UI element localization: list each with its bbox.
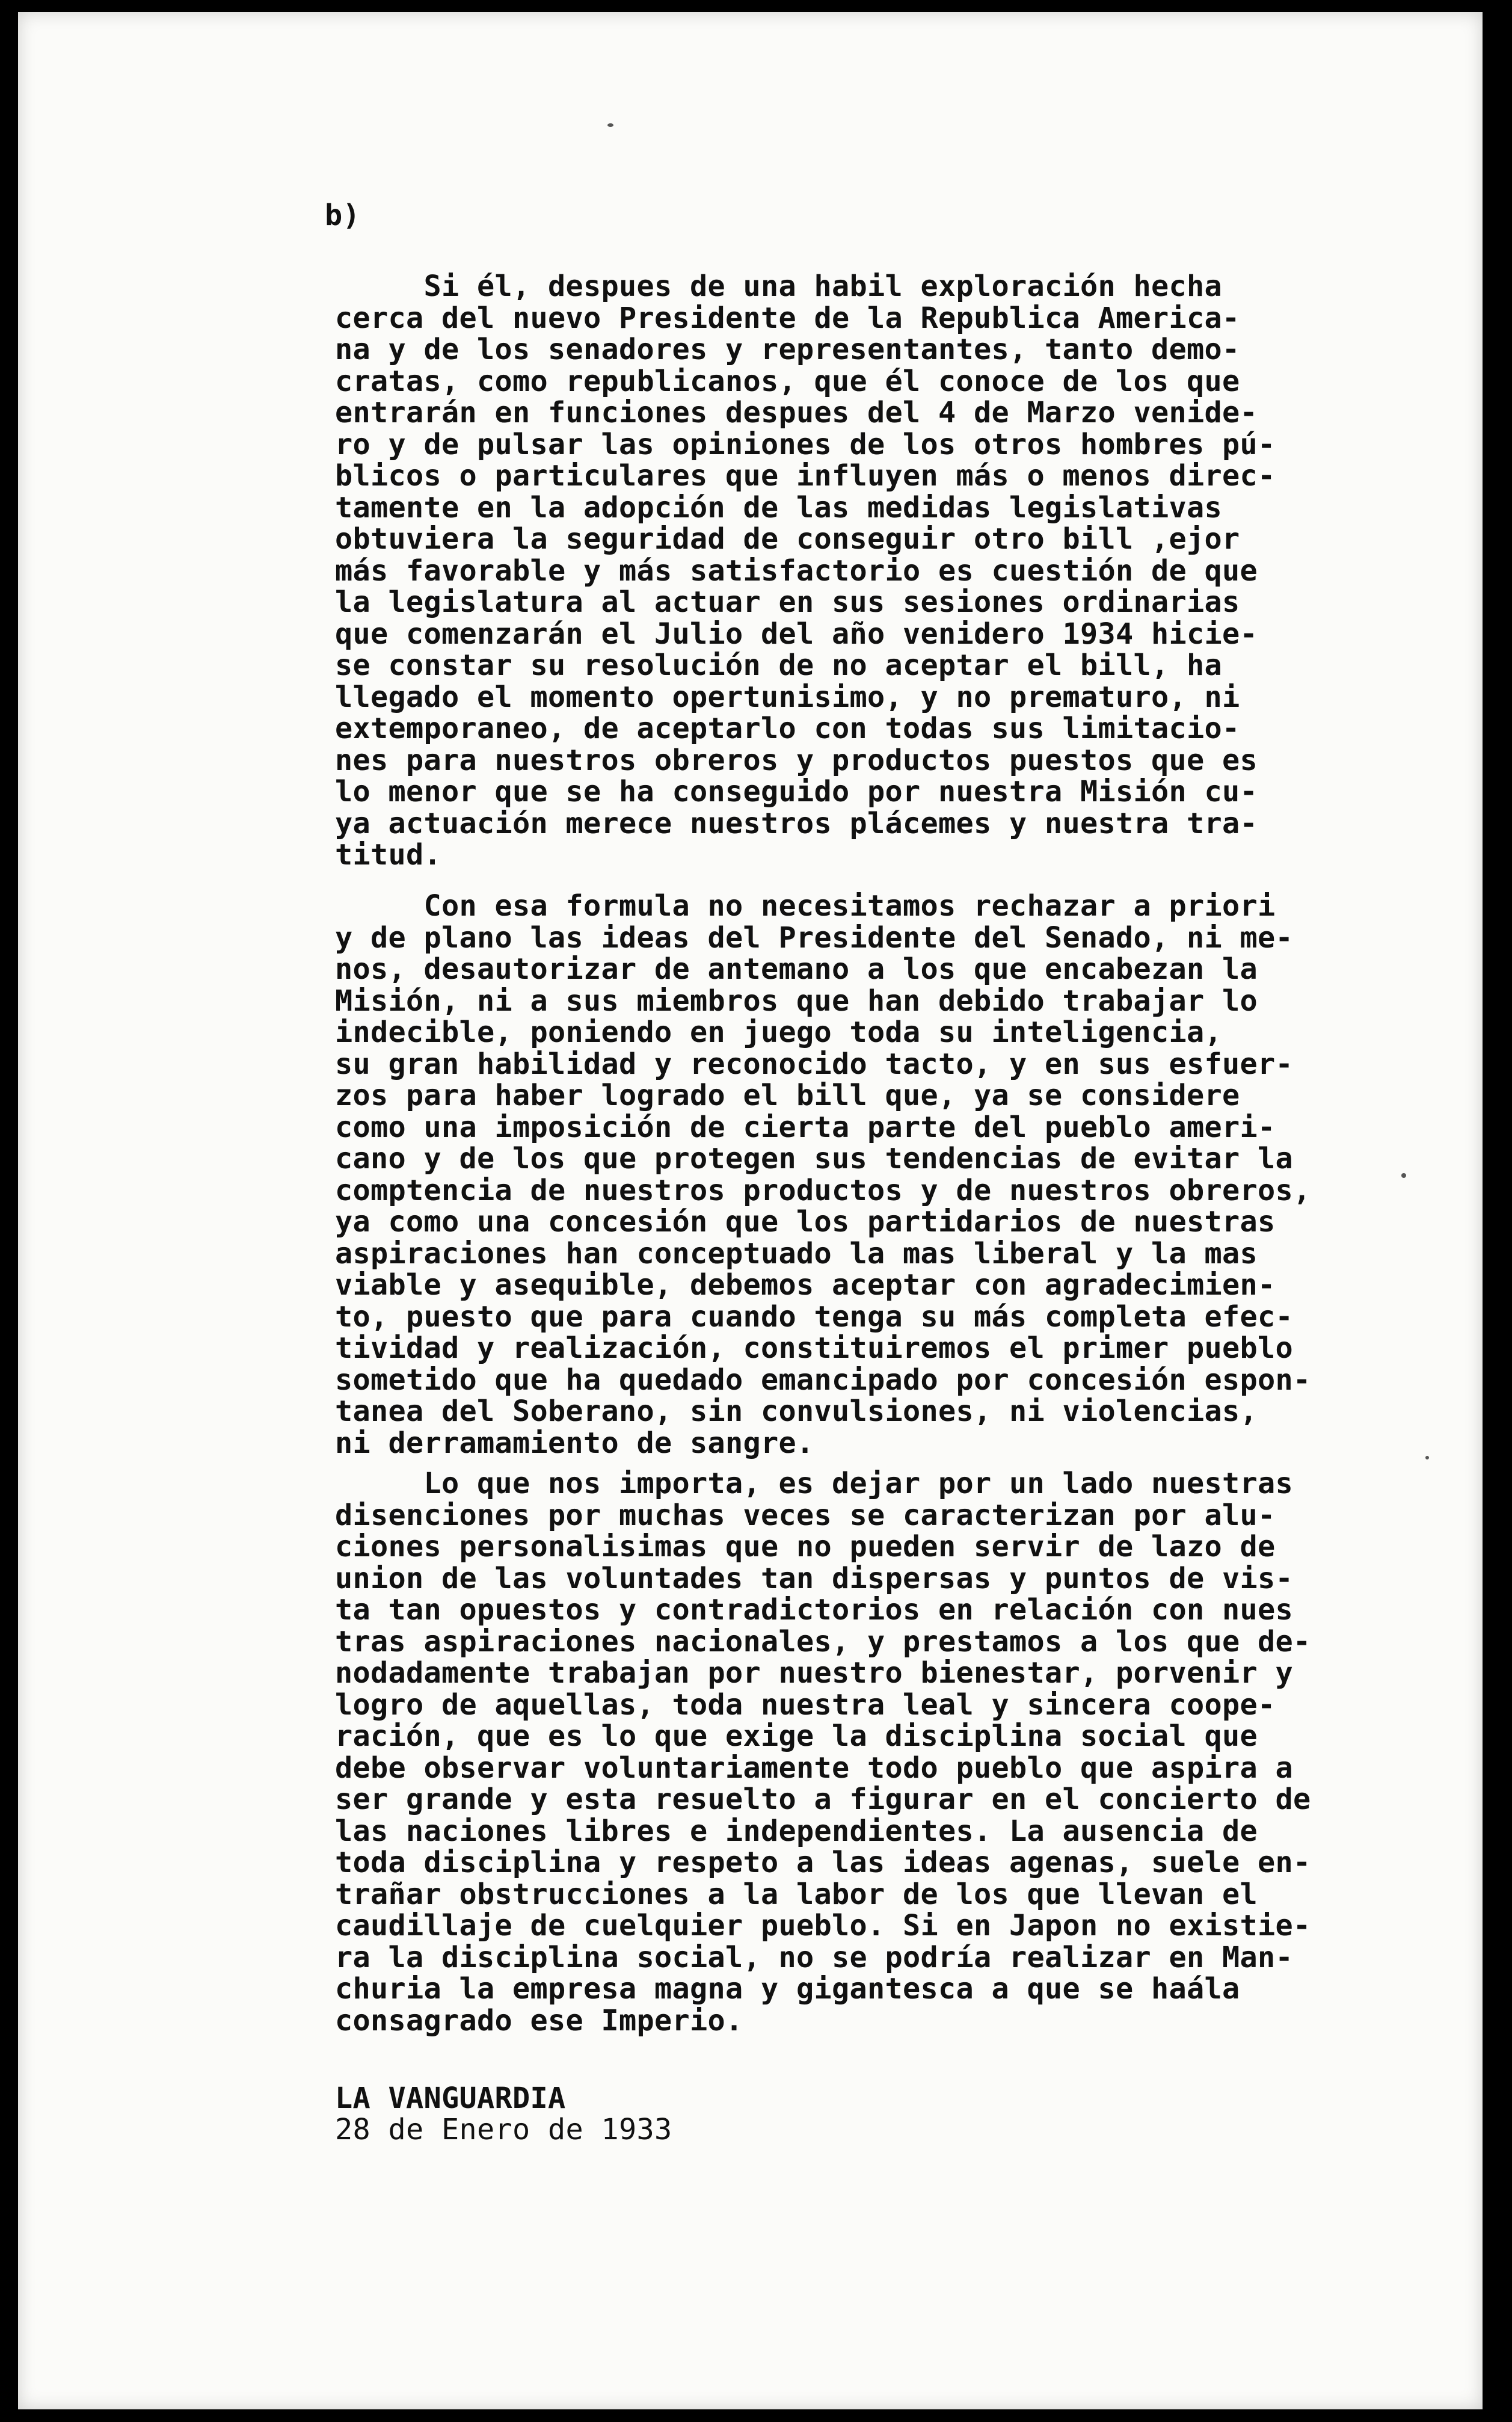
paragraph-2 xyxy=(335,890,1357,1459)
text-line: tanea del Soberano, sin convulsiones, ni violencias, xyxy=(335,1394,1258,1428)
text-line: las naciones libres e independientes. La ausencia de xyxy=(335,1814,1258,1848)
text-line: disenciones por muchas veces se caracterizan por alu- xyxy=(335,1498,1276,1532)
text-line: más favorable y más satisfactorio es cuestión de que xyxy=(335,553,1258,588)
text-line: Misión, ni a sus miembros que han debido trabajar lo xyxy=(335,984,1258,1018)
text-line: ya actuación merece nuestros plácemes y nuestra tra- xyxy=(335,806,1258,840)
text-line: churia la empresa magna y gigantesca a que se haála xyxy=(335,1972,1240,2006)
text-line: Si él, despues de una habil exploración hecha xyxy=(335,270,1222,303)
text-line: ya como una concesión que los partidarios de nuestras xyxy=(335,1205,1276,1239)
text-line: toda disciplina y respeto a las ideas agenas, suele en- xyxy=(335,1846,1311,1879)
text-line: comptencia de nuestros productos y de nuestros obreros, xyxy=(335,1173,1311,1207)
document-footer xyxy=(335,2083,672,2145)
text-line: indecible, poniendo en juego toda su inteligencia, xyxy=(335,1015,1222,1049)
text-line: lo menor que se ha conseguido por nuestra Misión cu- xyxy=(335,775,1258,809)
text-line: zos para haber logrado el bill que, ya se considere xyxy=(335,1079,1240,1112)
paper-speck xyxy=(607,123,613,127)
paragraph-1 xyxy=(335,271,1357,871)
text-line: que comenzarán el Julio del año venidero 1934 hicie- xyxy=(335,617,1258,651)
text-line: titud. xyxy=(335,838,441,872)
text-line: logro de aquellas, toda nuestra leal y sincera coope- xyxy=(335,1687,1276,1722)
section-label: b) xyxy=(325,199,360,232)
text-line: Lo que nos importa, es dejar por un lado nuestras xyxy=(335,1467,1293,1500)
text-line: na y de los senadores y representantes, tanto demo- xyxy=(335,333,1240,366)
text-line: entrarán en funciones despues del 4 de Marzo venide- xyxy=(335,396,1258,430)
text-line: su gran habilidad y reconocido tacto, y en sus esfuer- xyxy=(335,1047,1293,1081)
text-line: ta tan opuestos y contradictorios en relación con nues xyxy=(335,1593,1293,1627)
text-line: ni derramamiento de sangre. xyxy=(335,1426,814,1460)
text-line: aspiraciones han conceptuado la mas liberal y la mas xyxy=(335,1236,1258,1271)
text-line: extemporaneo, de aceptarlo con todas sus limitacio- xyxy=(335,712,1240,745)
text-line: ra la disciplina social, no se podría realizar en Man- xyxy=(335,1940,1293,1974)
text-line: ro y de pulsar las opiniones de los otros hombres pú- xyxy=(335,427,1276,461)
text-line: tividad y realización, constituiremos el primer pueblo xyxy=(335,1331,1293,1365)
text-line: obtuviera la seguridad de conseguir otro bill ,ejor xyxy=(335,522,1240,556)
publication-name: LA VANGUARDIA xyxy=(335,2082,566,2115)
text-line: debe observar voluntariamente todo pueblo que aspira a xyxy=(335,1751,1293,1785)
text-line: cratas, como republicanos, que él conoce de los que xyxy=(335,364,1240,398)
text-line: to, puesto que para cuando tenga su más completa efec- xyxy=(335,1299,1293,1334)
text-line: nodadamente trabajan por nuestro bienestar, porvenir y xyxy=(335,1656,1293,1690)
text-line: y de plano las ideas del Presidente del Senado, ni me- xyxy=(335,920,1293,955)
text-line: como una imposición de cierta parte del pueblo ameri- xyxy=(335,1110,1276,1144)
text-line: tras aspiraciones nacionales, y prestamos a los que de- xyxy=(335,1624,1311,1659)
text-line: ciones personalisimas que no pueden servir de lazo de xyxy=(335,1530,1276,1564)
text-line: caudillaje de cuelquier pueblo. Si en Japon no existie- xyxy=(335,1909,1311,1943)
text-line: ración, que es lo que exige la disciplina social que xyxy=(335,1719,1258,1753)
text-line: la legislatura al actuar en sus sesiones ordinarias xyxy=(335,585,1240,619)
text-line: viable y asequible, debemos aceptar con agradecimien- xyxy=(335,1268,1276,1302)
text-line: se constar su resolución de no aceptar el bill, ha xyxy=(335,649,1222,682)
text-line: nes para nuestros obreros y productos puestos que es xyxy=(335,743,1258,777)
text-line: llegado el momento opertunisimo, y no prematuro, ni xyxy=(335,680,1240,714)
text-line: trañar obstrucciones a la labor de los que llevan el xyxy=(335,1877,1258,1911)
paper-speck xyxy=(1401,1173,1406,1178)
text-line: consagrado ese Imperio. xyxy=(335,2003,743,2038)
text-line: tamente en la adopción de las medidas legislativas xyxy=(335,490,1222,525)
text-line: blicos o particulares que influyen más o menos direc- xyxy=(335,459,1276,493)
paper-speck xyxy=(1425,1456,1429,1459)
text-line: sometido que ha quedado emancipado por concesión espon- xyxy=(335,1363,1311,1397)
publication-date: 28 de Enero de 1933 xyxy=(335,2113,672,2146)
text-line: union de las voluntades tan dispersas y puntos de vis- xyxy=(335,1561,1293,1595)
text-line: cano y de los que protegen sus tendencias de evitar la xyxy=(335,1142,1293,1176)
text-line: Con esa formula no necesitamos rechazar a priori xyxy=(335,889,1276,923)
text-line: nos, desautorizar de antemano a los que encabezan la xyxy=(335,952,1258,986)
text-line: ser grande y esta resuelto a figurar en el concierto de xyxy=(335,1783,1311,1816)
text-line: cerca del nuevo Presidente de la Republica America- xyxy=(335,301,1240,335)
paragraph-3 xyxy=(335,1468,1357,2036)
